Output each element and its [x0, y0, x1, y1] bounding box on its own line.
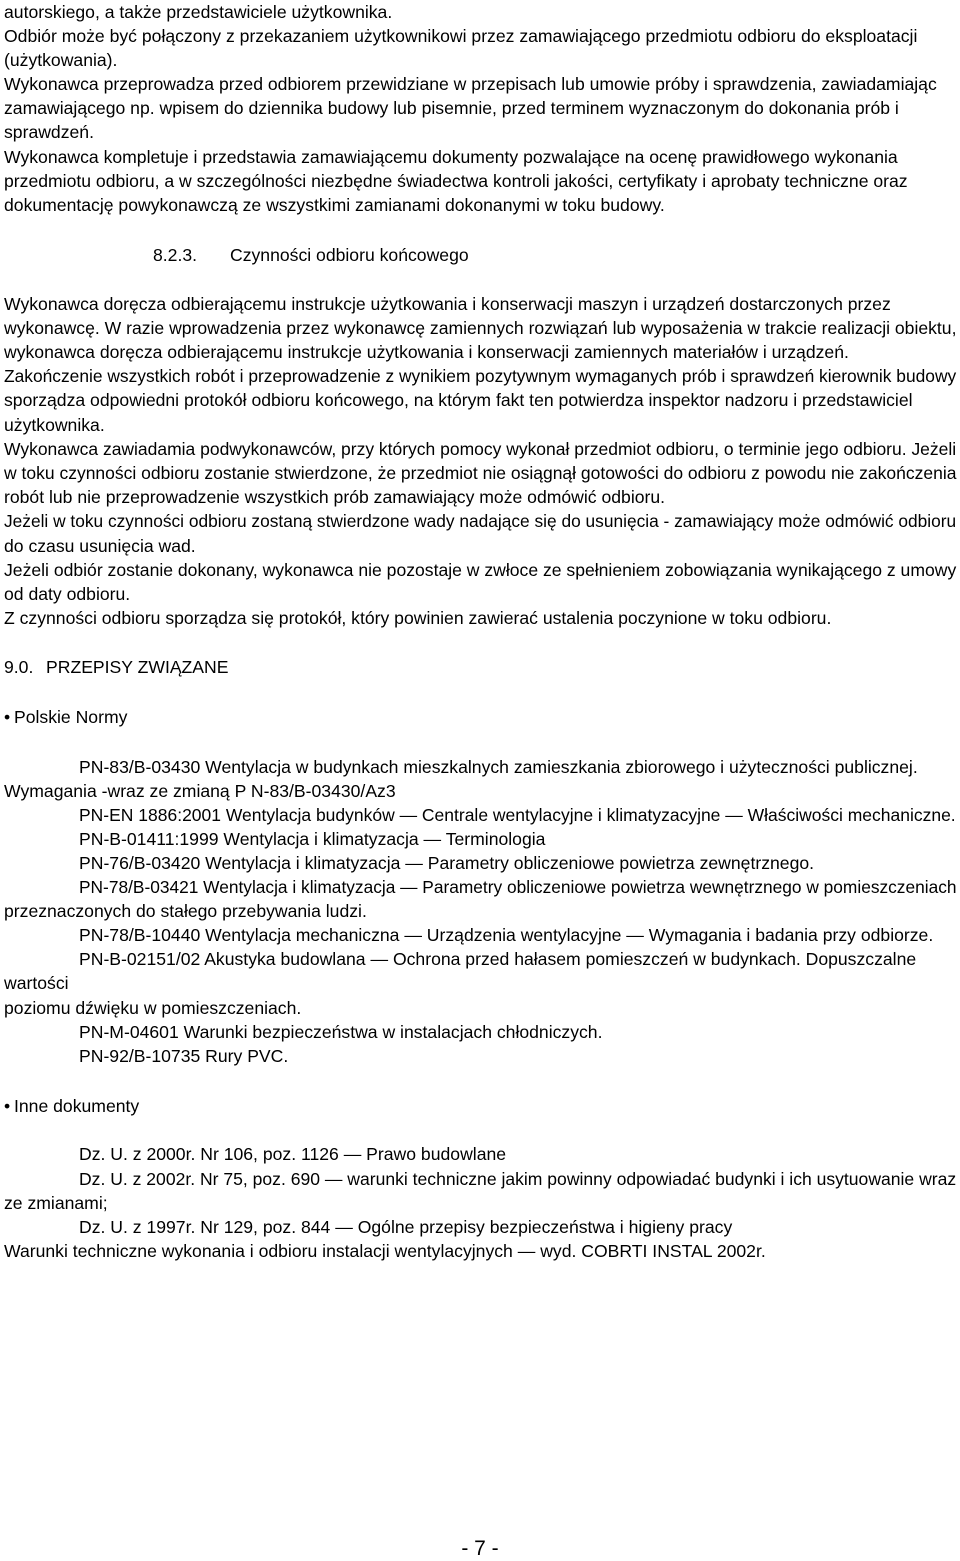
norm-line: PN-78/B-10440 Wentylacja mechaniczna — Urządzenia wentylacyjne — Wymagania i badania przy odbiorze.: [79, 925, 934, 945]
document-line: Warunki techniczne wykonania i odbioru instalacji wentylacyjnych — wyd. COBRTI INSTAL 2002r.: [4, 1241, 766, 1261]
norm-line: PN-B-02151/02 Akustyka budowlana — Ochrona przed hałasem pomieszczeń w budynkach. Dopuszczalne: [79, 949, 917, 969]
text-line: w toku czynności odbioru zostanie stwierdzone, że przedmiot nie osiągnął gotowości do odbioru z powodu nie zakończenia: [4, 463, 957, 483]
list-heading: Polskie Normy: [14, 707, 128, 727]
text-line: wykonawcę. W razie wprowadzenia przez wykonawcę zamiennych rozwiązań lub wyposażenia w trakcie realizacji obiektu,: [4, 318, 957, 338]
section-number: 9.0.: [4, 657, 34, 677]
norm-line: PN-EN 1886:2001 Wentylacja budynków — Centrale wentylacyjne i klimatyzacyjne — Właściwości mechaniczne.: [79, 805, 956, 825]
text-line: przedmiotu odbioru, a w szczególności niezbędne świadectwa kontroli jakości, certyfikaty i aprobaty techniczne oraz: [4, 171, 908, 191]
page-number: - 7 -: [461, 1537, 499, 1560]
text-line: Wykonawca przeprowadza przed odbiorem przewidziane w przepisach lub umowie próby i sprawdzenia, zawiadamiając: [4, 74, 937, 94]
text-line: użytkownika.: [4, 415, 105, 435]
text-line: (użytkowania).: [4, 50, 118, 70]
document-line: Dz. U. z 2002r. Nr 75, poz. 690 — warunki techniczne jakim powinny odpowiadać budynki i ich usytuowanie wraz: [79, 1169, 957, 1189]
text-line: od daty odbioru.: [4, 584, 131, 604]
text-line: robót lub nie przeprowadzenie wszystkich prób zamawiający może odmówić odbioru.: [4, 487, 666, 507]
norm-line: poziomu dźwięku w pomieszczeniach.: [4, 998, 302, 1018]
text-line: Wykonawca kompletuje i przedstawia zamawiającemu dokumenty pozwalające na ocenę prawidłowego wykonania: [4, 147, 898, 167]
norm-line: przeznaczonych do stałego przebywania ludzi.: [4, 901, 367, 921]
norm-line: PN-B-01411:1999 Wentylacja i klimatyzacja — Terminologia: [79, 829, 546, 849]
bullet-icon: •: [4, 1096, 11, 1116]
norm-line: PN-76/B-03420 Wentylacja i klimatyzacja — Parametry obliczeniowe powietrza zewnętrznego.: [79, 853, 815, 873]
norm-line: PN-78/B-03421 Wentylacja i klimatyzacja — Parametry obliczeniowe powietrza wewnętrznego w pomieszczeniach: [79, 877, 957, 897]
norm-line: PN-M-04601 Warunki bezpieczeństwa w instalacjach chłodniczych.: [79, 1022, 603, 1042]
section-title: Czynności odbioru końcowego: [230, 245, 469, 265]
text-line: Jeżeli w toku czynności odbioru zostaną stwierdzone wady nadające się do usunięcia - zamawiający może odmówić odbioru: [4, 511, 957, 531]
norm-line: PN-92/B-10735 Rury PVC.: [79, 1046, 289, 1066]
bullet-icon: •: [4, 707, 11, 727]
text-line: autorskiego, a także przedstawiciele użytkownika.: [4, 2, 393, 22]
text-line: Jeżeli odbiór zostanie dokonany, wykonawca nie pozostaje w zwłoce ze spełnieniem zobowiązania wynikającego z umowy: [4, 560, 957, 580]
document-line: Dz. U. z 2000r. Nr 106, poz. 1126 — Prawo budowlane: [79, 1144, 507, 1164]
text-line: Zakończenie wszystkich robót i przeprowadzenie z wynikiem pozytywnym wymaganych prób i sprawdzeń kierownik budowy: [4, 366, 957, 386]
text-line: dokumentację powykonawczą ze wszystkimi zamianami dokonanymi w toku budowy.: [4, 195, 665, 215]
text-line: wykonawca doręcza odbierającemu instrukcje użytkowania i konserwacji zamiennych materiałów i urządzeń.: [4, 342, 849, 362]
section-number: 8.2.3.: [153, 245, 198, 265]
text-line: Wykonawca doręcza odbierającemu instrukcje użytkowania i konserwacji maszyn i urządzeń dostarczonych przez: [4, 294, 891, 314]
document-line: ze zmianami;: [4, 1193, 108, 1213]
norm-line: PN-83/B-03430 Wentylacja w budynkach mieszkalnych zamieszkania zbiorowego i użyteczności publicznej.: [79, 757, 918, 777]
text-line: zamawiającego np. wpisem do dziennika budowy lub pisemnie, przed terminem wyznaczonym do dokonania prób i: [4, 98, 899, 118]
text-line: do czasu usunięcia wad.: [4, 536, 196, 556]
document-line: Dz. U. z 1997r. Nr 129, poz. 844 — Ogólne przepisy bezpieczeństwa i higieny pracy: [79, 1217, 733, 1237]
norm-line: Wymagania -wraz ze zmianą P N-83/B-03430/Az3: [4, 781, 396, 801]
norm-line: wartości: [4, 973, 69, 993]
text-line: Z czynności odbioru sporządza się protokół, który powinien zawierać ustalenia poczynione w toku odbioru.: [4, 608, 832, 628]
section-title: PRZEPISY ZWIĄZANE: [46, 657, 229, 677]
list-heading: Inne dokumenty: [14, 1096, 140, 1116]
text-line: sprawdzeń.: [4, 122, 94, 142]
text-line: Odbiór może być połączony z przekazaniem użytkownikowi przez zamawiającego przedmiotu odbioru do eksploatacji: [4, 26, 918, 46]
text-line: Wykonawca zawiadamia podwykonawców, przy których pomocy wykonał przedmiot odbioru, o terminie jego odbioru. Jeżeli: [4, 439, 957, 459]
text-line: sporządza odpowiedni protokół odbioru końcowego, na którym fakt ten potwierdza inspektor nadzoru i przedstawiciel: [4, 390, 913, 410]
